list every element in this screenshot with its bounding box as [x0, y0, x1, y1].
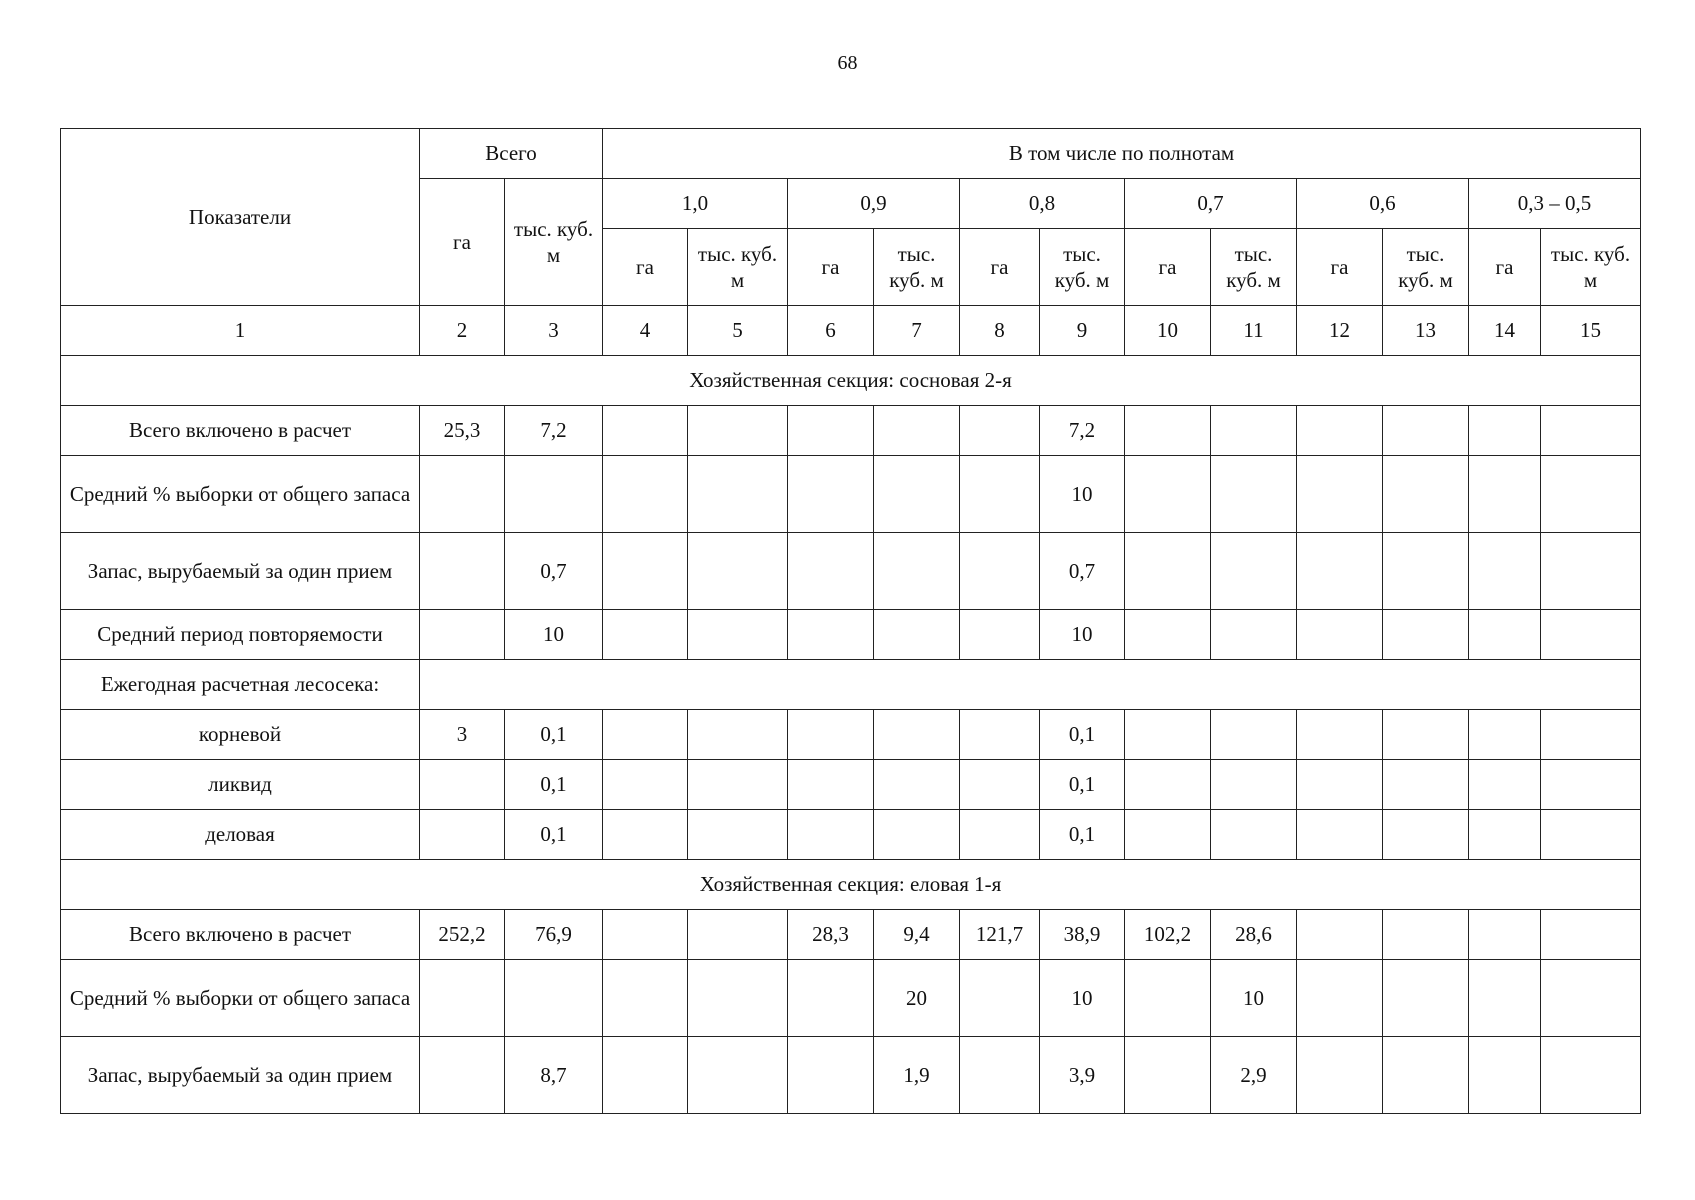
table-cell	[1383, 910, 1469, 960]
table-cell	[788, 710, 874, 760]
header-volume: тыс. куб. м	[1211, 229, 1297, 306]
column-number: 10	[1125, 306, 1211, 356]
row-label: Средний % выборки от общего запаса	[61, 960, 420, 1037]
table-cell	[603, 710, 688, 760]
table-cell	[1125, 456, 1211, 533]
section-title-row	[61, 860, 1641, 910]
table-cell	[874, 760, 960, 810]
table-cell: 0,1	[1040, 760, 1125, 810]
table-cell	[1125, 406, 1211, 456]
row-label: деловая	[61, 810, 420, 860]
table-row	[61, 533, 1641, 610]
column-number: 9	[1040, 306, 1125, 356]
table-cell	[1469, 456, 1541, 533]
header-density: 0,3 – 0,5	[1469, 179, 1641, 229]
table-cell	[1211, 710, 1297, 760]
table-cell	[603, 533, 688, 610]
table-cell: 0,1	[1040, 710, 1125, 760]
column-number: 14	[1469, 306, 1541, 356]
table-cell	[874, 710, 960, 760]
table-row	[61, 810, 1641, 860]
header-ha: га	[1125, 229, 1211, 306]
table-cell: 252,2	[420, 910, 505, 960]
table-cell	[1297, 406, 1383, 456]
table-cell	[960, 406, 1040, 456]
table-cell: 28,6	[1211, 910, 1297, 960]
table-cell	[1297, 710, 1383, 760]
table-cell	[603, 406, 688, 456]
header-volume: тыс. куб. м	[688, 229, 788, 306]
table-cell	[1211, 533, 1297, 610]
table-cell	[420, 456, 505, 533]
table-cell	[788, 1037, 874, 1114]
table-row	[61, 610, 1641, 660]
table-cell: 76,9	[505, 910, 603, 960]
table-cell: 7,2	[505, 406, 603, 456]
allowable-cut-table	[60, 128, 1641, 1114]
table-cell	[603, 760, 688, 810]
table-cell	[1297, 960, 1383, 1037]
table-cell	[1469, 960, 1541, 1037]
table-cell	[1469, 760, 1541, 810]
table-cell	[960, 1037, 1040, 1114]
table-cell: 25,3	[420, 406, 505, 456]
table-cell	[1125, 1037, 1211, 1114]
table-cell	[688, 910, 788, 960]
header-ha: га	[603, 229, 688, 306]
header-density: 1,0	[603, 179, 788, 229]
table-cell	[1211, 406, 1297, 456]
column-number: 2	[420, 306, 505, 356]
header-ha: га	[1297, 229, 1383, 306]
header-volume: тыс. куб. м	[1040, 229, 1125, 306]
table-cell	[1297, 610, 1383, 660]
table-cell	[1383, 1037, 1469, 1114]
table-cell	[1541, 960, 1641, 1037]
annual-cut-blank	[420, 660, 1641, 710]
header-density: 0,7	[1125, 179, 1297, 229]
table-cell	[1297, 1037, 1383, 1114]
table-cell	[603, 1037, 688, 1114]
table-cell	[1125, 810, 1211, 860]
table-cell: 9,4	[874, 910, 960, 960]
header-row-1	[61, 129, 1641, 179]
table-cell	[1383, 810, 1469, 860]
column-number: 7	[874, 306, 960, 356]
table-cell	[1383, 760, 1469, 810]
table-cell	[1469, 1037, 1541, 1114]
table-cell	[688, 1037, 788, 1114]
table-body	[61, 129, 1641, 1114]
header-volume: тыс. куб. м	[1541, 229, 1641, 306]
table-cell	[688, 810, 788, 860]
table-cell	[688, 960, 788, 1037]
table-cell	[1541, 610, 1641, 660]
table-cell	[603, 456, 688, 533]
column-number: 15	[1541, 306, 1641, 356]
table-cell: 20	[874, 960, 960, 1037]
table-cell: 10	[1040, 960, 1125, 1037]
table-cell	[788, 810, 874, 860]
header-total-volume: тыс. куб. м	[505, 179, 603, 306]
row-label: Средний период повторяемости	[61, 610, 420, 660]
table-cell: 1,9	[874, 1037, 960, 1114]
table-cell	[960, 456, 1040, 533]
header-by-density: В том числе по полнотам	[603, 129, 1641, 179]
column-number: 11	[1211, 306, 1297, 356]
column-number: 12	[1297, 306, 1383, 356]
table-cell	[688, 610, 788, 660]
table-cell	[1469, 910, 1541, 960]
table-cell	[603, 810, 688, 860]
table-cell	[688, 710, 788, 760]
annual-cut-label: Ежегодная расчетная лесосека:	[61, 660, 420, 710]
table-cell: 10	[1211, 960, 1297, 1037]
table-cell: 0,7	[505, 533, 603, 610]
table-cell	[874, 533, 960, 610]
table-row	[61, 406, 1641, 456]
page-number: 68	[837, 52, 858, 74]
table-cell: 121,7	[960, 910, 1040, 960]
table-cell	[874, 810, 960, 860]
header-density: 0,8	[960, 179, 1125, 229]
row-label: Всего включено в расчет	[61, 406, 420, 456]
row-label: Запас, вырубаемый за один прием	[61, 1037, 420, 1114]
table-cell	[960, 610, 1040, 660]
column-number: 6	[788, 306, 874, 356]
table-cell	[1211, 810, 1297, 860]
table-cell	[1541, 1037, 1641, 1114]
row-label: Всего включено в расчет	[61, 910, 420, 960]
row-label: Средний % выборки от общего запаса	[61, 456, 420, 533]
table-cell	[1383, 456, 1469, 533]
table-cell	[688, 406, 788, 456]
column-number: 1	[61, 306, 420, 356]
table-cell	[1383, 610, 1469, 660]
table-cell	[688, 456, 788, 533]
table-cell	[1469, 810, 1541, 860]
table-cell	[420, 810, 505, 860]
table-cell	[1383, 710, 1469, 760]
table-cell	[788, 960, 874, 1037]
table-cell: 0,1	[505, 710, 603, 760]
table-cell	[874, 456, 960, 533]
header-total: Всего	[420, 129, 603, 179]
section-title: Хозяйственная секция: сосновая 2-я	[61, 356, 1641, 406]
table-cell	[1541, 456, 1641, 533]
table-cell	[603, 910, 688, 960]
section-title-row	[61, 356, 1641, 406]
table-cell: 0,1	[505, 810, 603, 860]
table-cell: 8,7	[505, 1037, 603, 1114]
header-density: 0,6	[1297, 179, 1469, 229]
table-cell: 0,1	[505, 760, 603, 810]
table-cell: 3	[420, 710, 505, 760]
section-title: Хозяйственная секция: еловая 1-я	[61, 860, 1641, 910]
table-cell	[1383, 406, 1469, 456]
table-cell	[874, 610, 960, 660]
table-cell	[1541, 710, 1641, 760]
table-row	[61, 760, 1641, 810]
header-indicators: Показатели	[61, 129, 420, 306]
table-cell	[1125, 960, 1211, 1037]
table-cell	[788, 760, 874, 810]
table-cell	[788, 406, 874, 456]
table-cell	[1541, 810, 1641, 860]
table-cell	[1469, 610, 1541, 660]
annual-cut-header-row	[61, 660, 1641, 710]
table-cell	[874, 406, 960, 456]
table-cell	[1541, 910, 1641, 960]
table-cell	[960, 710, 1040, 760]
table-cell	[603, 610, 688, 660]
table-cell	[1297, 456, 1383, 533]
row-label: ликвид	[61, 760, 420, 810]
table-cell	[1541, 406, 1641, 456]
header-ha: га	[960, 229, 1040, 306]
table-cell	[420, 960, 505, 1037]
table-cell	[960, 760, 1040, 810]
table-cell	[603, 960, 688, 1037]
table-cell	[960, 960, 1040, 1037]
column-numbers-row	[61, 306, 1641, 356]
table-cell	[1125, 533, 1211, 610]
table-row	[61, 710, 1641, 760]
table-cell	[1211, 456, 1297, 533]
column-number: 8	[960, 306, 1040, 356]
header-density: 0,9	[788, 179, 960, 229]
table-row	[61, 1037, 1641, 1114]
table-cell	[420, 610, 505, 660]
table-cell: 0,7	[1040, 533, 1125, 610]
table-row	[61, 960, 1641, 1037]
table-cell	[1383, 533, 1469, 610]
table-cell	[688, 760, 788, 810]
table-cell: 38,9	[1040, 910, 1125, 960]
table-cell: 0,1	[1040, 810, 1125, 860]
table-cell	[960, 533, 1040, 610]
header-total-ha: га	[420, 179, 505, 306]
table-cell: 10	[1040, 610, 1125, 660]
row-label: Запас, вырубаемый за один прием	[61, 533, 420, 610]
header-ha: га	[1469, 229, 1541, 306]
table-cell: 102,2	[1125, 910, 1211, 960]
table-cell	[1211, 760, 1297, 810]
table-cell	[1469, 533, 1541, 610]
table-cell	[1297, 760, 1383, 810]
table-cell	[1297, 533, 1383, 610]
table-cell	[788, 456, 874, 533]
table-cell	[960, 810, 1040, 860]
column-number: 5	[688, 306, 788, 356]
column-number: 3	[505, 306, 603, 356]
table-cell	[788, 533, 874, 610]
table-cell	[1211, 610, 1297, 660]
table-row	[61, 456, 1641, 533]
table-cell	[1541, 533, 1641, 610]
column-number: 4	[603, 306, 688, 356]
table-cell	[788, 610, 874, 660]
header-volume: тыс. куб. м	[1383, 229, 1469, 306]
table-cell	[420, 760, 505, 810]
header-volume: тыс. куб. м	[874, 229, 960, 306]
table-row	[61, 910, 1641, 960]
table-cell	[505, 456, 603, 533]
table-cell: 7,2	[1040, 406, 1125, 456]
table-cell: 28,3	[788, 910, 874, 960]
table-cell: 3,9	[1040, 1037, 1125, 1114]
table-cell	[420, 533, 505, 610]
table-cell	[1297, 810, 1383, 860]
table-cell	[1125, 710, 1211, 760]
table-cell: 2,9	[1211, 1037, 1297, 1114]
table-cell: 10	[505, 610, 603, 660]
table-cell	[1125, 610, 1211, 660]
table-cell	[1297, 910, 1383, 960]
table-cell	[420, 1037, 505, 1114]
table-cell	[688, 533, 788, 610]
header-ha: га	[788, 229, 874, 306]
table-cell	[1125, 760, 1211, 810]
table-cell: 10	[1040, 456, 1125, 533]
column-number: 13	[1383, 306, 1469, 356]
table-cell	[1383, 960, 1469, 1037]
table-cell	[505, 960, 603, 1037]
row-label: корневой	[61, 710, 420, 760]
table-cell	[1469, 406, 1541, 456]
table-cell	[1541, 760, 1641, 810]
table-cell	[1469, 710, 1541, 760]
